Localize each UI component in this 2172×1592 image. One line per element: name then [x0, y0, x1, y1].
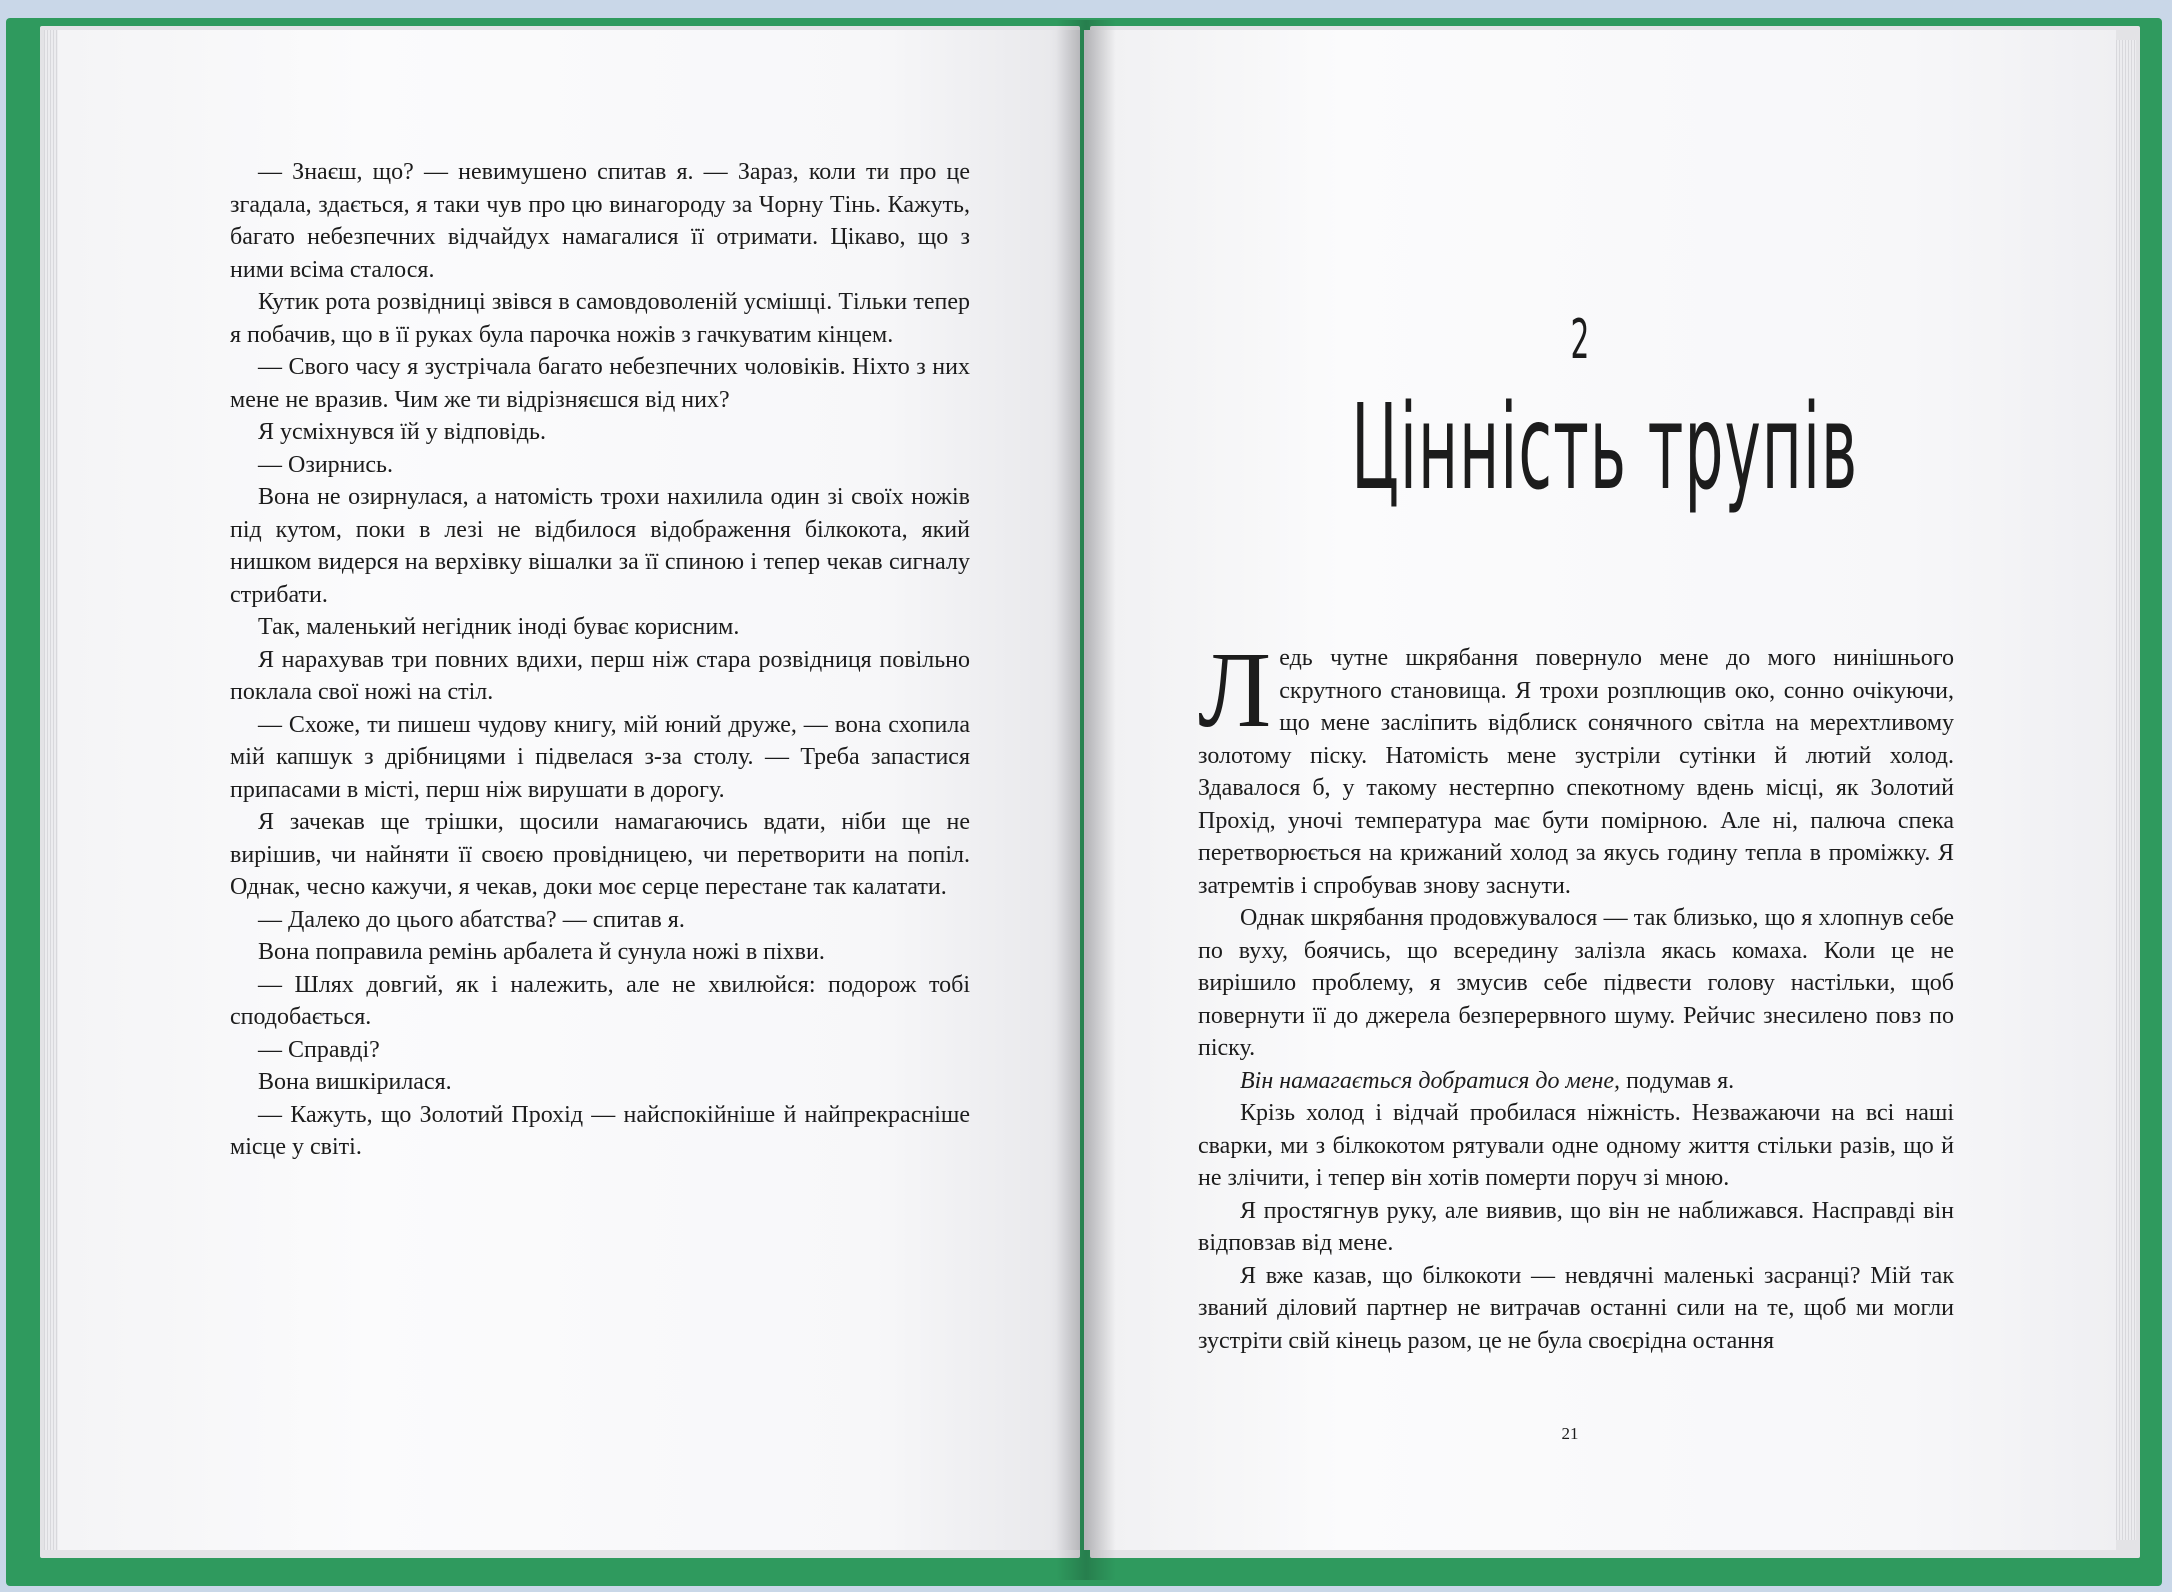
spine-shadow	[1056, 20, 1116, 1580]
paragraph: — Шлях довгий, як і належить, але не хвилюйся: подорож тобі сподобається.	[230, 971, 970, 1030]
paragraph: Крізь холод і відчай пробилася ніжність. Незважаючи на всі наші сварки, ми з білкокотом рятували одне одному життя стільки разів, що й не злічити, і тепер він хотів померти поруч зі мною.	[1198, 1100, 1954, 1191]
right-page-text	[1198, 631, 1954, 1357]
paragraph: — Озирнись.	[258, 451, 393, 478]
italic-thought: Він намагається добратися до мене,	[1240, 1067, 1621, 1094]
paragraph: — Свого часу я зустрічала багато небезпечних чоловіків. Ніхто з них мене не вразив. Чим же ти відрізняєшся від них?	[230, 354, 970, 413]
left-page-edges	[44, 30, 58, 1550]
paragraph: — Далеко до цього абатства? — спитав я.	[258, 906, 685, 933]
paragraph: Я нарахував три повних вдихи, перш ніж стара розвідниця повільно поклала свої ножі на стіл.	[230, 646, 970, 705]
paragraph: Так, маленький негідник іноді буває корисним.	[258, 614, 740, 640]
paragraph: Однак шкрябання продовжувалося — так близько, що я хлопнув себе по вуху, боячись, що всередину залізла якась комаха. Коли це не вирішило проблему, я змусив себе підвести голову настільки, щоб повернути її до джерела безперервного шуму. Рейчис знесилено повз по піску.	[1198, 905, 1954, 1061]
paragraph: — Знаєш, що? — невимушено спитав я. — Зараз, коли ти про це згадала, здається, я таки чув про цю винагороду за Чорну Тінь. Кажуть, багато небезпечних відчайдух намагалися її отримати. Цікаво, що з ними всіма сталося.	[230, 159, 970, 283]
paragraph: Вона не озирнулася, а натомість трохи нахилила один зі своїх ножів під кутом, поки в лезі не відбилося відображення білкокота, який нишком видерся на верхівку вішалки за її спиною і тепер чекав сигналу стрибати.	[230, 484, 970, 608]
page-number: 21	[1561, 1424, 1579, 1443]
paragraph: — Кажуть, що Золотий Прохід — найспокійніше й найпрекрасніше місце у світі.	[230, 1101, 970, 1160]
chapter-title: Цінність трупів	[1351, 378, 1859, 516]
paragraph: Кутик рота розвідниці звівся в самовдоволеній усмішці. Тільки тепер я побачив, що в її руках була парочка ножів з гачкуватим кінцем.	[230, 289, 970, 348]
left-page-text	[230, 156, 970, 1164]
drop-cap: Л	[1198, 631, 1272, 750]
paragraph: Я простягнув руку, але виявив, що він не наближався. Насправді він відповзав від мене.	[1198, 1197, 1954, 1256]
chapter-number: 2	[1570, 308, 1590, 371]
paragraph: Я зачекав ще трішки, щосили намагаючись вдати, ніби ще не вирішив, чи найняти її своєю провідницею, чи перетворити на попіл. Однак, чесно кажучи, я чекав, доки моє серце перестане так калатати.	[230, 809, 970, 900]
paragraph: Я вже казав, що білкокоти — невдячні маленькі засранці? Мій так званий діловий партнер не витрачав останні сили на те, щоб ми могли зустріти свій кінець разом, це не була своєрідна остання	[1198, 1262, 1954, 1354]
paragraph-text: подумав я.	[1620, 1067, 1735, 1094]
paragraph: Вона поправила ремінь арбалета й сунула ножі в піхви.	[258, 939, 825, 965]
paragraph: — Справді?	[258, 1036, 380, 1063]
paragraph	[1198, 1065, 1954, 1098]
right-page-edges	[2116, 40, 2136, 1540]
lead-paragraph	[1198, 631, 1954, 902]
paragraph: Я усміхнувся їй у відповідь.	[258, 419, 546, 445]
paragraph: Вона вишкірилася.	[258, 1069, 452, 1095]
lead-text: едь чутне шкрябання повернуло мене до мого нинішнього скрутного становища. Я трохи розплющив око, сонно очікуючи, що мене засліпить відблиск сонячного світла на мерехтливому золотому піску. Натомість мене зустріли сутінки й лютий холод. Здавалося б, у такому нестерпно спекотному вдень місці, як Золотий Прохід, уночі температура має бути помірною. Але ні, палюча спека перетворюється на крижаний холод за якусь годину тепла в проміжку. Я затремтів і спробував знову заснути.	[1198, 645, 1954, 899]
paragraph: — Схоже, ти пишеш чудову книгу, мій юний друже, — вона схопила мій капшук з дрібницями і підвелася з-за столу. — Треба запастися припасами в місті, перш ніж вирушати в дорогу.	[230, 711, 970, 803]
